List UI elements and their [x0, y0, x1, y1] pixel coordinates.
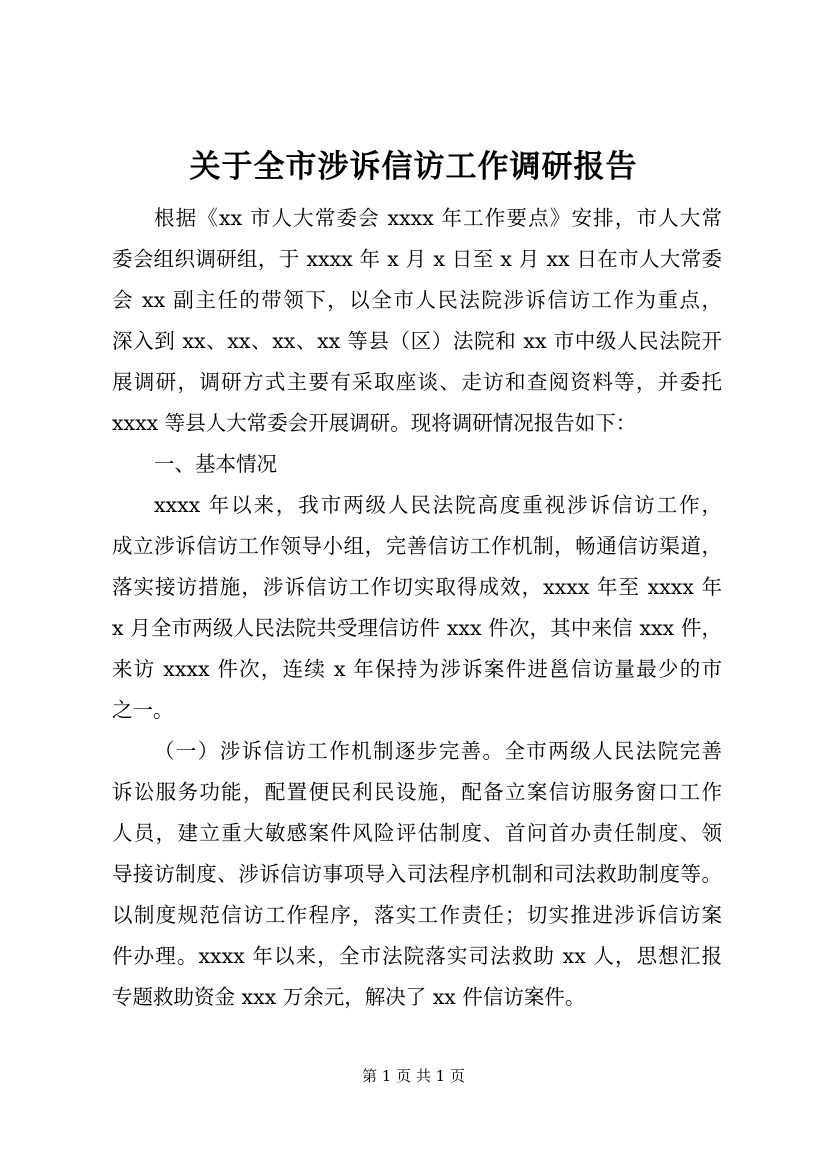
paragraph-line: 会 xx 副主任的带领下，以全市人民法院涉诉信访工作为重点， — [112, 288, 722, 312]
paragraph-line: xxxx 年以来，我市两级人民法院高度重视涉诉信访工作， — [154, 493, 722, 517]
paragraph-line: （一）涉诉信访工作机制逐步完善。全市两级人民法院完善 — [154, 739, 722, 763]
paragraph-line: 展调研，调研方式主要有采取座谈、走访和查阅资料等，并委托 — [112, 370, 722, 394]
paragraph-line: 来访 xxxx 件次，连续 x 年保持为涉诉案件进邕信访量最少的市 — [112, 657, 722, 681]
paragraph-line: 根据《xx 市人大常委会 xxxx 年工作要点》安排，市人大常 — [154, 206, 722, 230]
paragraph-line: x 月全市两级人民法院共受理信访件 xxx 件次，其中来信 xxx 件， — [112, 616, 722, 640]
paragraph-line: 落实接访措施，涉诉信访工作切实取得成效，xxxx 年至 xxxx 年 — [112, 575, 722, 599]
paragraph-line: 专题救助资金 xxx 万余元，解决了 xx 件信访案件。 — [112, 985, 586, 1009]
paragraph-line: 人员，建立重大敏感案件风险评估制度、首问首办责任制度、领 — [112, 821, 722, 845]
page-number-footer: 第 1 页 共 1 页 — [362, 1067, 465, 1085]
paragraph-line: 件办理。xxxx 年以来，全市法院落实司法救助 xx 人，思想汇报 — [112, 944, 722, 968]
section-heading: 一、基本情况 — [154, 452, 277, 476]
paragraph-line: 成立涉诉信访工作领导小组，完善信访工作机制，畅通信访渠道， — [112, 534, 722, 558]
paragraph-line: 委会组织调研组，于 xxxx 年 x 月 x 日至 x 月 xx 日在市人大常委 — [112, 247, 722, 271]
document-title: 关于全市涉诉信访工作调研报告 — [189, 149, 638, 185]
document-body — [112, 198, 722, 1018]
paragraph-line: 导接访制度、涉诉信访事项导入司法程序机制和司法救助制度等。 — [112, 862, 722, 886]
paragraph-line: xxxx 等县人大常委会开展调研。现将调研情况报告如下： — [112, 411, 637, 435]
paragraph-line: 之一。 — [112, 698, 174, 722]
paragraph-line: 诉讼服务功能，配置便民利民设施，配备立案信访服务窗口工作 — [112, 780, 722, 804]
paragraph-line: 深入到 xx、xx、xx、xx 等县（区）法院和 xx 市中级人民法院开 — [112, 329, 722, 353]
paragraph-line: 以制度规范信访工作程序，落实工作责任；切实推进涉诉信访案 — [112, 903, 722, 927]
